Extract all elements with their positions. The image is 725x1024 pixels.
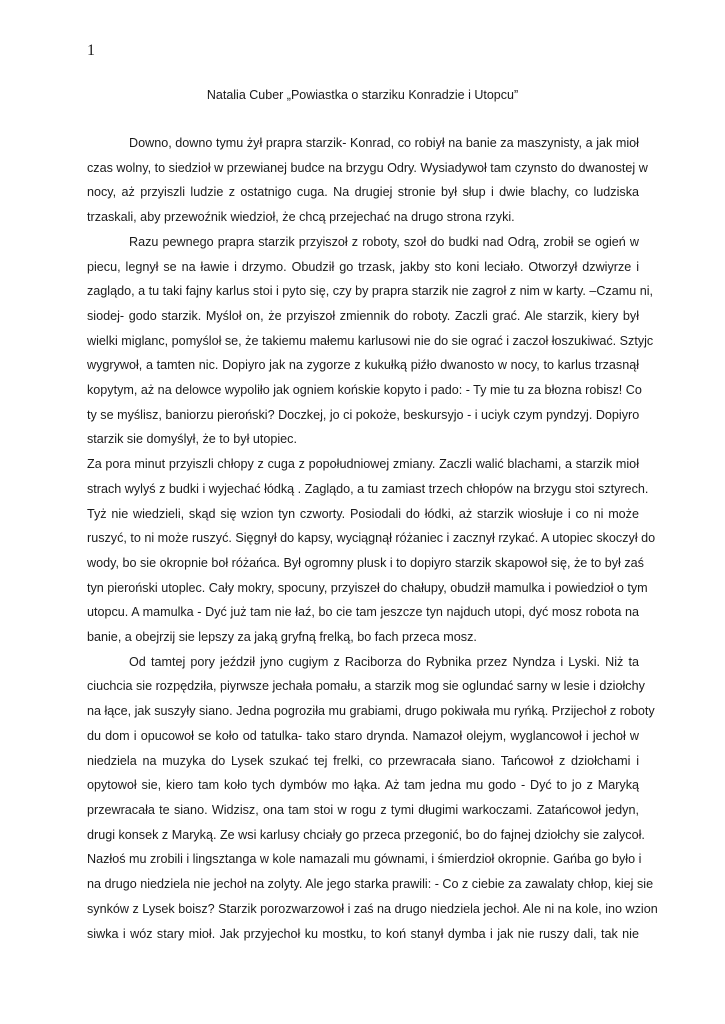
text-line: utopcu. A mamulka - Dyć już tam nie łaź, bo cie tam jeszcze tyn najduch utopi, dyć mosz robota na: [87, 605, 639, 620]
text-line: na drugo niedziela nie jechoł na zolyty. Ale jego starka prawili: - Co z ciebie za zawalaty chłop, kiej sie: [87, 877, 654, 892]
text-line: piecu, legnył se na ławie i drzymo. Obudził go trzask, jakby sto koni leciało. Otworzył dzwiyrze i: [87, 259, 639, 274]
text-line: czas wolny, to siedzioł w przewianej budce na brzygu Odry. Wysiadywoł tam czynsto do dwanostej w: [87, 160, 648, 175]
text-line: synków z Lysek boisz? Starzik porozwarzowoł i zaś na drugo niedziela jechoł. Ale ni na kole, ino wzion: [87, 901, 658, 916]
text-line: du dom i opucowoł se koło od tatulka- tako staro drynda. Namazoł olejym, wyglancowoł i jechoł w: [87, 728, 639, 743]
text-line: starzik sie domyślył, że to był utopiec.: [87, 432, 297, 447]
text-line: banie, a obejrzij sie lepszy za jaką gryfną frelką, bo fach przeca mosz.: [87, 630, 477, 645]
text-line: ciuchcia sie rozpędziła, piyrwsze jechała pomału, a starzik mog sie oglundać sarny w lesie i dziołchy: [87, 679, 645, 694]
text-line: na łące, jak suszyły siano. Jedna pogroziła mu grabiami, drugo pokiwała mu ryńką. Przijechoł z roboty: [87, 704, 655, 719]
text-line: Downo, downo tymu żył prapra starzik- Konrad, co robiył na banie za maszynisty, a jak mioł: [129, 136, 639, 150]
text-line: strach wylyś z budki i wyjechać łódką . Zaglądo, a tu zamiast trzech chłopów na brzygu stoi sztyrech.: [87, 481, 649, 496]
text-line: wody, bo sie okropnie boł różańca. Był ogromny plusk i to dopiyro starzik skapowoł się, że to był zaś: [87, 555, 644, 570]
page-number: 1: [87, 42, 95, 59]
text-line: Za pora minut przyiszli chłopy z cuga z popołudniowej zmiany. Zaczli walić blachami, a starzik mioł: [87, 457, 639, 472]
text-line: nocy, aż przyiszli ludzie z ostatnigo cuga. Na drugiej stronie był słup i dwie blachy, co ludziska: [87, 185, 639, 200]
text-line: siodej- godo starzik. Myśloł on, że przyiszoł zmiennik do roboty. Zaczli grać. Ale starzik, kiery był: [87, 308, 639, 323]
text-line: Tyż nie wiedzieli, skąd się wzion tyn czworty. Posiodali do łódki, aż starzik wiosłuje i co ni może: [87, 506, 639, 521]
text-line: tyn pieroński utoplec. Cały mokry, spocuny, przyiszeł do chałupy, obudził mamulka i powiedzioł o tym: [87, 580, 648, 595]
document-body: [87, 131, 658, 946]
text-line: drugi konsek z Maryką. Ze wsi karlusy chciały go przeca przegonić, bo do fajnej dziołchy sie zalycoł.: [87, 827, 645, 842]
text-line: wygrywoł, a tamten nic. Dopiyro jak na zygorze z kukułką piźło dwanosto w nocy, to karlus trzasnął: [87, 358, 639, 373]
text-line: ruszyć, to ni może ruszyć. Sięgnył do kapsy, wyciągnął różaniec i zacznył rzykać. A utopiec skoczył do: [87, 531, 656, 546]
text-line: kopytym, aż na delowce wypoliło jak ogniem końskie kopyto i pado: - Ty mie tu za błozna robisz! Co: [87, 383, 642, 398]
text-line: ty se myślisz, baniorzu pieroński? Doczkej, jo ci pokoże, beskursyjo - i uciyk czym pyndzyj. Dopiyro: [87, 407, 640, 422]
text-line: przewracała te siano. Widzisz, ona tam stoi w rogu z tymi długimi warkoczami. Zatańcowoł jedyn,: [87, 802, 639, 817]
text-line: trzaskali, aby przewoźnik wiedzioł, że chcą przejechać na drugo strona rzyki.: [87, 210, 515, 225]
text-line: siwka i wóz stary mioł. Jak przyjechoł ku mostku, to koń stanył dymba i jak nie ruszy dali, tak nie: [87, 926, 639, 941]
text-line: opytowoł sie, kiero tam koło tych dymbów mo łąka. Aż tam jedna mu godo - Dyć to jo z Maryką: [87, 778, 639, 793]
text-line: Razu pewnego prapra starzik przyiszoł z roboty, szoł do budki nad Odrą, zrobił se ogień w: [129, 234, 639, 249]
text-line: wielki miglanc, pomyśloł se, że takiemu małemu karlusowi nie do sie ograć i zaczoł łoszukiwać. Sztyjc: [87, 333, 654, 348]
text-line: Od tamtej pory jeździł jyno cugiym z Raciborza do Rybnika przez Nyndza i Lyski. Niż ta: [129, 654, 639, 669]
document-title: Natalia Cuber „Powiastka o starziku Konradzie i Utopcu”: [206, 88, 519, 102]
text-line: niedziela na muzyka do Lysek szukać tej frelki, co przewracała siano. Tańcowoł z dziołchami i: [87, 753, 639, 768]
text-line: zaglądo, a tu taki fajny karlus stoi i pyto się, czy by prapra starzik nie zagroł z nim w karty. –Czamu ni,: [87, 284, 654, 299]
text-line: Nazłoś mu zrobili i lingsztanga w kole namazali mu gównami, i śmierdzioł okropnie. Gańba go było i: [87, 852, 642, 867]
